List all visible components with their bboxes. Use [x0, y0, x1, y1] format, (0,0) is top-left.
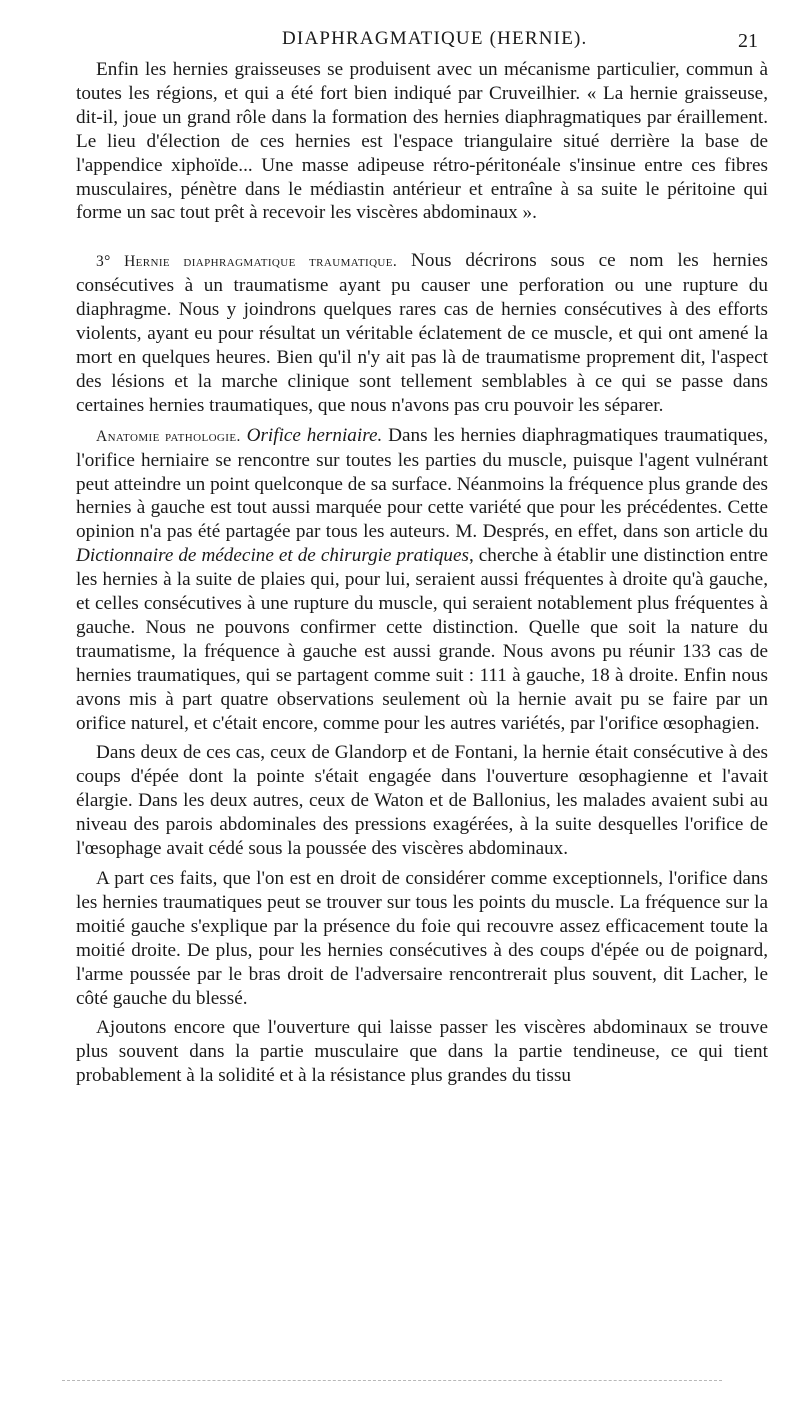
body-text: [76, 58, 768, 1088]
paragraph-anatomy-text-a: Dans les hernies diaphragmatiques traumatiques, l'orifice herniaire se rencontre sur toutes les parties du muscle, puisque l'agent vulnérant peut atteindre un point quelconque de sa surface. Néanmoins la fréquence plus grande des hernies à gauche est tout aussi marquée pour cette variété que pour les précédentes. Cette opinion n'a pas été partagée par tous les auteurs. M. Després, en effet, dans son article du: [76, 424, 769, 543]
running-title: DIAPHRAGMATIQUE (HERNIE).: [282, 28, 588, 49]
paragraph-four-cases: Dans deux de ces cas, ceux de Glandorp et de Fontani, la hernie était consécutive à des coups d'épée dont la pointe s'était engagée dans l'ouverture œsophagienne et l'avait élargie. Dans les deux autres, ceux de Waton et de Ballonius, les malades avaient subi au niveau des parois abdominales des pressions exagérées, à la suite desquelles l'orifice de l'œsophage avait cédé sous la poussée des viscères abdominaux.: [76, 742, 768, 860]
running-header: [0, 28, 800, 54]
paragraph-traumatic-hernia-text: Nous décrirons sous ce nom les hernies consécutives à un traumatisme ayant pu causer une perforation ou une rupture du diaphragme. Nous y joindrons quelques rares cas de hernies consécutives à des efforts violents, ayant eu pour résultat un véritable éclatement de ce muscle, et qui ont amené la mort en quelques heures. Bien qu'il n'y ait pas là de traumatisme proprement dit, l'aspect des lésions et la marche clinique sont tellement semblables à ce qui se passe dans certaines hernies traumatiques, que nous n'avons pas cru pouvoir les séparer.: [76, 250, 769, 416]
dictionary-title: Dictionnaire de médecine et de chirurgie pratiques: [76, 545, 469, 567]
subheading-hernial-orifice: Orifice herniaire.: [246, 424, 383, 446]
paragraph-exceptional-cases: A part ces faits, que l'on est en droit de considérer comme exceptionnels, l'orifice dans les hernies traumatiques peut se trouver sur tous les points du muscle. La fréquence sur la moitié gauche s'explique par la présence du foie qui recouvre assez efficacement toute la moitié droite. De plus, pour les hernies consécutives à des coups d'épée ou de poignard, l'arme poussée par le bras droit de l'adversaire rencontrerait plus souvent, dit Lacher, le côté gauche du blessé.: [76, 868, 768, 1009]
paragraph-traumatic-hernia: [76, 249, 768, 417]
paragraph-muscular-part: Ajoutons encore que l'ouverture qui laisse passer les viscères abdominaux se trouve plus souvent dans la partie musculaire que dans la partie tendineuse, ce qui tient probablement à la solidité et à la résistance plus grandes du tissu: [76, 1017, 768, 1087]
footer-divider: [62, 1380, 722, 1381]
paragraph-anatomy: [76, 424, 768, 736]
paragraph-fatty-hernias: Enfin les hernies graisseuses se produisent avec un mécanisme particulier, commun à toutes les régions, et qui a été fort bien indiqué par Cruveilhier. « La hernie graisseuse, dit-il, joue un grand rôle dans la formation des hernies diaphragmatiques par éraillement. Le lieu d'élection de ces hernies est l'espace triangulaire situé derrière la base de l'appendice xiphoïde... Une masse adipeuse rétro-péritonéale s'insinue entre ces fibres musculaires, pénètre dans le médiastin antérieur et entraîne à sa suite le péritoine qui forme un sac tout prêt à recevoir les viscères abdominaux ».: [76, 59, 768, 224]
section-heading-anatomy: Anatomie pathologie.: [96, 427, 241, 445]
section-heading-traumatic-hernia: 3° Hernie diaphragmatique traumatique.: [96, 253, 398, 271]
page-number: 21: [738, 30, 758, 52]
paragraph-anatomy-text-b: , cherche à établir une distinction entre les hernies à la suite de plaies qui, pour lui, seraient aussi fréquentes à droite qu'à gauche, et celles consécutives à une rupture du muscle, qui seraient notablement plus fréquentes à gauche. Nous ne pouvons confirmer cette distinction. Quelle que soit la nature du traumatisme, la fréquence à gauche est aussi grande. Nous avons pu réunir 133 cas de hernies traumatiques, qui se partagent comme suit : 111 à gauche, 18 à droite. Enfin nous avons mis à part quatre observations seulement où la hernie avait pu se faire par un orifice naturel, et c'était encore, comme pour les autres variétés, par l'orifice œsophagien.: [76, 545, 768, 734]
